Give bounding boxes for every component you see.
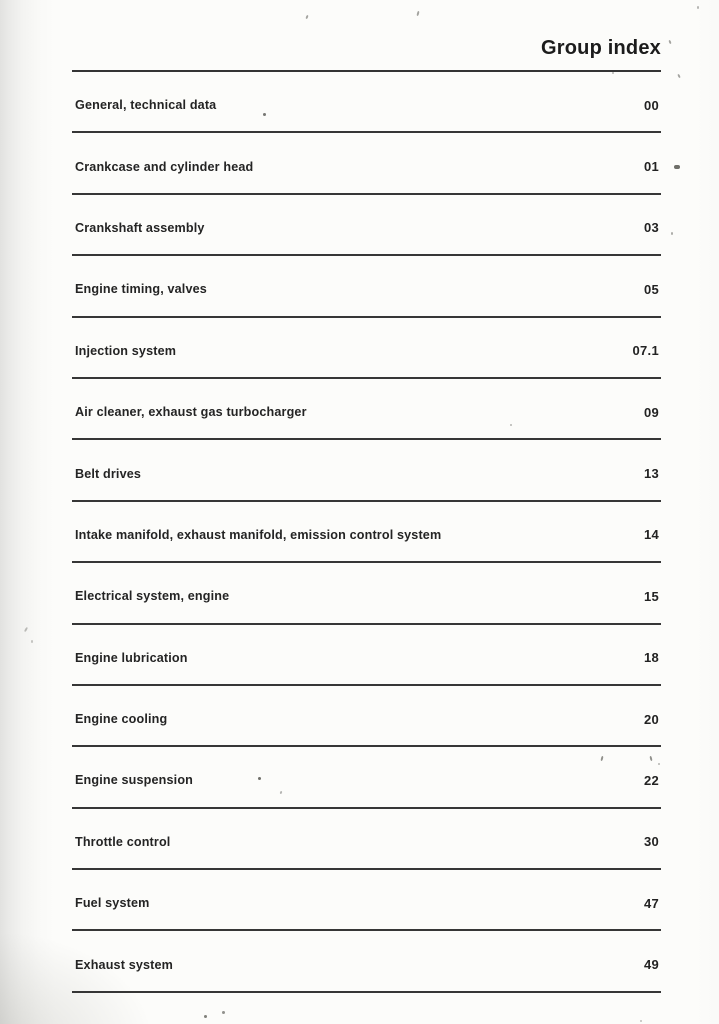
scan-speck: [416, 11, 419, 16]
section-label: Electrical system, engine: [75, 589, 230, 604]
scan-speck: [640, 1020, 642, 1022]
scan-speck: [612, 72, 614, 74]
section-label: Fuel system: [75, 896, 150, 911]
section-label: Belt drives: [75, 466, 142, 481]
group-number: 18: [643, 650, 659, 666]
scan-speck: [677, 74, 681, 78]
index-row: [72, 747, 661, 808]
index-row: [72, 625, 661, 686]
group-number: 22: [643, 772, 659, 788]
index-row: [72, 440, 661, 501]
scan-speck: [31, 640, 33, 643]
section-label: Engine cooling: [75, 712, 168, 727]
index-row: [72, 686, 661, 747]
section-label: Engine suspension: [75, 773, 194, 788]
section-label: Engine timing, valves: [75, 282, 207, 297]
group-number: 20: [643, 711, 659, 727]
scan-speck: [697, 6, 699, 9]
index-row: [72, 563, 661, 624]
index-row: [72, 256, 661, 317]
page-title: Group index: [541, 37, 661, 59]
group-number: 13: [643, 466, 659, 482]
index-row: [72, 870, 661, 931]
section-label: Engine lubrication: [75, 650, 188, 665]
group-number: 03: [643, 220, 659, 236]
section-label: Injection system: [75, 343, 177, 358]
index-row: [72, 195, 661, 256]
scan-speck: [204, 1015, 207, 1018]
group-number: 15: [643, 588, 659, 604]
scan-speck: [658, 763, 660, 765]
index-row: [72, 379, 661, 440]
group-number: 07.1: [632, 343, 659, 359]
group-number: 01: [643, 159, 659, 175]
scan-speck: [222, 1011, 225, 1014]
group-number: 05: [643, 281, 659, 297]
section-label: Throttle control: [75, 834, 171, 849]
index-row: [72, 931, 661, 992]
group-number: 14: [643, 527, 659, 543]
scan-speck: [258, 777, 261, 780]
scan-speck: [305, 15, 308, 19]
scan-speck: [668, 40, 671, 44]
scan-speck: [24, 627, 28, 632]
group-number: 49: [643, 957, 659, 973]
section-label: Air cleaner, exhaust gas turbocharger: [75, 405, 307, 420]
index-row: [72, 502, 661, 563]
scan-speck: [674, 165, 680, 169]
index-row: [72, 72, 661, 133]
index-row: [72, 809, 661, 870]
section-label: Exhaust system: [75, 957, 173, 972]
scan-speck: [671, 232, 673, 235]
group-number: 47: [643, 895, 659, 911]
scan-speck: [263, 113, 266, 116]
index-row: [72, 318, 661, 379]
group-index-table: [72, 70, 661, 993]
section-label: General, technical data: [75, 98, 217, 113]
section-label: Crankcase and cylinder head: [75, 159, 254, 174]
section-label: Intake manifold, exhaust manifold, emission control system: [75, 527, 442, 542]
group-number: 30: [643, 834, 659, 850]
group-number: 09: [643, 404, 659, 420]
group-number: 00: [643, 97, 659, 113]
scan-speck: [510, 424, 512, 426]
index-row: [72, 133, 661, 194]
section-label: Crankshaft assembly: [75, 220, 205, 235]
